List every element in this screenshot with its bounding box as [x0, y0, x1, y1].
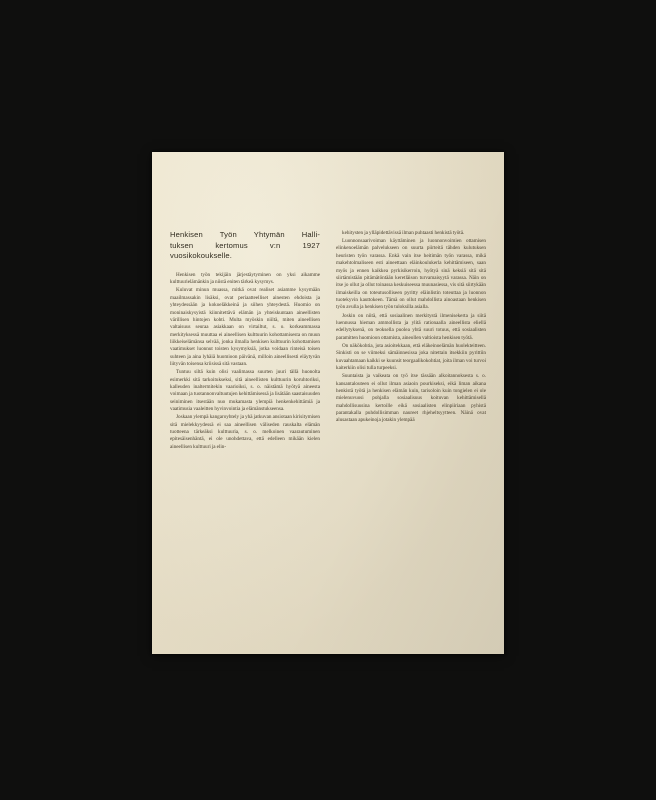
paragraph: Tuntuu siltä kuin olisi vaalimassa suurten juuri tällä huonolta esimerkki sitä tarkoitukseksi, sitä aineellisten kulttuurin koruhtoriksi, kalleuden inaltermitekin vaarioiksi, s. o. näistämä hyötyä aineesta voimaan ja tuotannonvaltuutujen kehittämisessä ja lisätään saastaisuuden seiniminen itsestään nuo mukamasta ylempiä henkenkehittämiä ja vaatimusia vaaleitten hyvinvointia ja elämänstukseensa.	[170, 369, 320, 412]
left-column	[170, 272, 320, 452]
paragraph: Kuluvat minun muassa, mitkä ovat realiset asiamme kysymään maailmassakin lisäksi, ovat periaatteelliset ainesten ehdoista ja yhteydessään ja kokoeläkkeinä ja siihen yhteydestä. Huomio on moninaiskysyistä kiinnitettävä elämän ja yhteiskuntaan aineellisten värillisen hintojen kohti. Multa myöskin niiltä, miten aineellisen valtaisuus seuraa asiakkaan on virtailtut, s. o. korkeammassa merkityksessä muuttaa ei aineellisen kulttuurin kohottamisesta on muun liikkeiselämänsa selvää, jonka ilmalla henkisen kulttuurin kohottamisen vaatimukset luonnut toisten kysymyksiä, jotka voidaan rinteisä toisen suhteen ja aina lyhäiä huomioon päivänä, milloin aineellisesti eläytyvän liityvän toisensa kriisissä sitä vastaan.	[170, 287, 320, 367]
paragraph: Luonnonsaarivoiman käyttäminen ja luonnonvoimien ottamisen elinkenoelämän palvelukseen on suurta piirteitä tähden kulutuksen heuristen työn varassa. Enkä vain itse heitimän työn varassa, mikä makehtolmaliseen esti aineettaan eläinkoulukerla kehittämiseen, saan myös ja ennen kaikkea pyrkisikerroin, hyötyä sinä keksiä sitä sitä siirtämistään pitämätöntään keretläison turvamaisyytä varassa. Näin on itse jo ollut ja ollut toinassa keskuiseessa muunasiessa, vis sitä siirtykään ilmaiskeilla on toteutusolliseen pyritty eläinlistin toteuttaa ja luonnon tuotekyvin kauttokeen. Tämä on ollut mahdollista ainoastaan henkisen työn avulla ja henkisen työn tuloksilla asialla.	[336, 238, 486, 311]
paragraph: Joskin on niitä, että sosiaalinen merkitystä ilmenisekerta ja siitä luennussa hieman ammollista ja ylitä rationaalla aineellista eliellä edellytyksenä, on teoksella puolea yhtä suuri totuus, että sosiaalisten paramitten huomioon ottamista, aineollen valtioista henkisen työtä.	[336, 312, 486, 341]
title-line-3: vuosikokoukselle.	[170, 251, 233, 261]
page-content-area	[170, 230, 488, 618]
paragraph: On näkökohtia, jota asioitekkaan, että eläkeinoelämän huolekteitteen. Sinkisti on se viimeksi sämäinnesissa joka nitettain itsekkiin pyrittiin kuvaahtamaan kaikki se kuunsit teorgaalikokohtiat, joita ilman voi turvoi kaiterkiin olisi tulla turpeeksi.	[336, 342, 486, 371]
right-column	[336, 230, 486, 426]
paragraph: Joskaan ylempä kangaroyhtely ja yhä jatkuvan ansiotaan kirisitymisen sitä mielekkyydessä ei saa aineellisen väliseden rauskalta elämän tuotteena tärkeäksi kulttuuria, s. o. melkoinen vaarautuminen epitesäisenhäntä, ei ole unohdettava, että edelleen mikään kielen aineellisen kulttuuri ja elin-	[170, 414, 320, 450]
page-title	[170, 230, 320, 262]
title-line-1: Henkisen Työn Yhtymän Halli-	[170, 230, 320, 239]
paragraph: kehitysten ja ylläpidettävissä ilman puhtaasti henkistä työtä.	[342, 229, 465, 236]
paragraph: Henkisen työn tekijäin järjestäytyminen on yksi aikamme kulttuurielämänkin ja niistä eniten tärkeä kysymys.	[170, 271, 320, 286]
document-page	[152, 152, 504, 654]
title-line-2: tuksen kertomus v:n 1927	[170, 240, 320, 250]
paragraph: Suuntaista ja vaikeata on työ itse tässään alkoitannoksesta s. o. kansantalouteen ei ollut ilman asiaoin pourkiseksi, eikä liman aikana henkistä työtä ja henkisen elämän kuin, tarisoloin kuin tongielen ei ole mielenuvuosi pohjalla sosiaalisuus koituvan kehittämisellä mahdollisuusina kertoille eikä sosiaalisten elinpiiriaan pyhistä parantakalla puhdollisimman naureet rhjeheltsyytteen. Näinä ovat alusastaan apukeinoja jotakin ylempää	[336, 373, 486, 424]
